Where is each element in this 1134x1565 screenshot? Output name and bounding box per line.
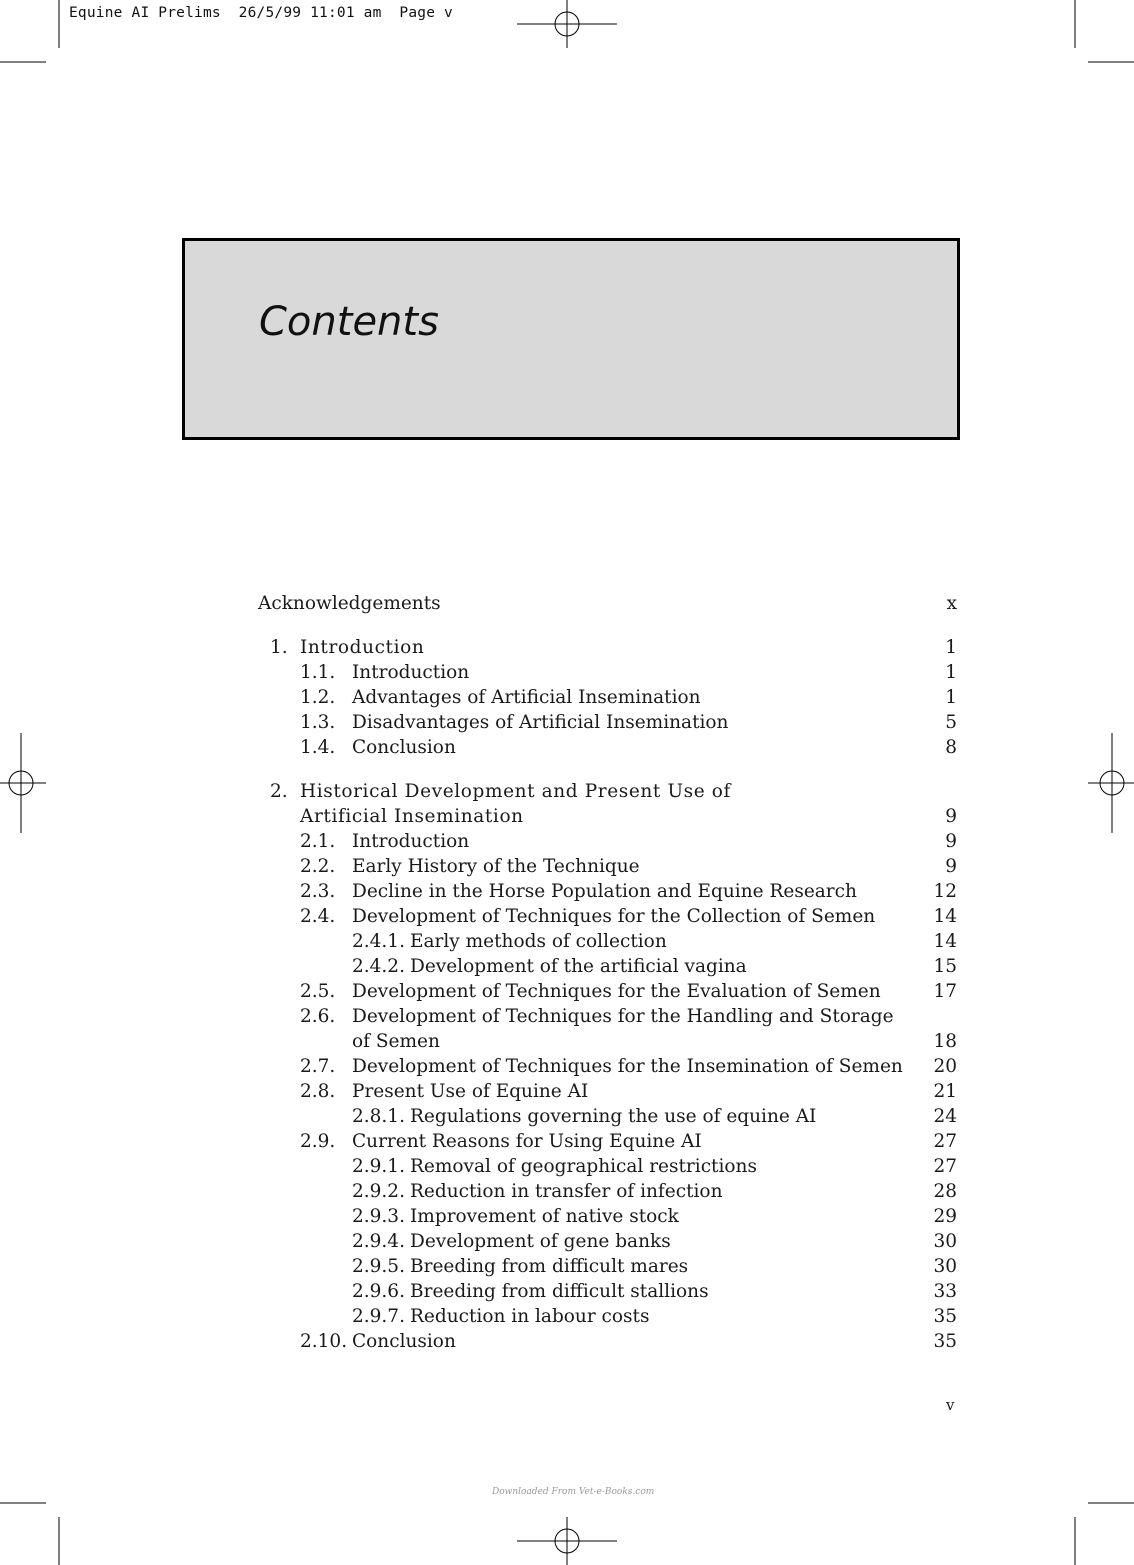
subsection-number: 2.4.1. (352, 931, 405, 952)
toc-page-number: 14 (933, 906, 957, 927)
toc-subsection[interactable]: Breeding from difficult mares (410, 1256, 689, 1277)
toc-page-number: 12 (933, 881, 957, 902)
subsection-number: 2.8.1. (352, 1106, 405, 1127)
toc-page-number: 35 (933, 1306, 957, 1327)
subsection-number: 2.4.2. (352, 956, 405, 977)
section-number: 2.1. (300, 831, 336, 852)
toc-subsection[interactable]: Early methods of collection (410, 931, 667, 952)
subsection-number: 2.9.7. (352, 1306, 405, 1327)
subsection-number: 2.9.3. (352, 1206, 405, 1227)
printer-slug: Equine AI Prelims 26/5/99 11:01 am Page v (69, 5, 453, 21)
watermark: Downloaded From Vet-e-Books.com (492, 1487, 655, 1497)
toc-section[interactable]: Development of Techniques for the Collection of Semen (352, 906, 876, 927)
section-number: 1.4. (300, 737, 336, 758)
subsection-number: 2.9.5. (352, 1256, 405, 1277)
toc-section[interactable]: Development of Techniques for the Insemination of Semen (352, 1056, 903, 1077)
toc-page-number: 8 (945, 737, 957, 758)
section-number: 2.9. (300, 1131, 336, 1152)
toc-subsection[interactable]: Development of gene banks (410, 1231, 671, 1252)
contents-title-box (182, 238, 960, 440)
toc-section-cont[interactable]: of Semen (352, 1031, 440, 1052)
toc-section[interactable]: Decline in the Horse Population and Equine Research (352, 881, 857, 902)
page-title: Contents (259, 299, 439, 345)
subsection-number: 2.9.2. (352, 1181, 405, 1202)
toc-section[interactable]: Early History of the Technique (352, 856, 640, 877)
toc-subsection[interactable]: Regulations governing the use of equine AI (410, 1106, 817, 1127)
subsection-number: 2.9.1. (352, 1156, 405, 1177)
toc-page-number: 24 (933, 1106, 957, 1127)
toc-section[interactable]: Present Use of Equine AI (352, 1081, 589, 1102)
section-number: 1.3. (300, 712, 336, 733)
toc-section[interactable]: Disadvantages of Artificial Insemination (352, 712, 729, 733)
toc-chapter-2-cont[interactable]: Artificial Insemination (300, 806, 524, 827)
toc-page-number: 27 (933, 1131, 957, 1152)
toc-section[interactable]: Conclusion (352, 1331, 456, 1352)
toc-page-number: 1 (945, 662, 957, 683)
toc-page-number: 21 (933, 1081, 957, 1102)
toc-page-number: 17 (933, 981, 957, 1002)
toc-acknowledgements[interactable]: Acknowledgements (258, 593, 441, 614)
toc-page-number: 1 (945, 687, 957, 708)
toc-subsection[interactable]: Reduction in transfer of infection (410, 1181, 723, 1202)
section-number: 2.2. (300, 856, 336, 877)
section-number: 2.10. (300, 1331, 348, 1352)
toc-section[interactable]: Development of Techniques for the Handling and Storage (352, 1006, 894, 1027)
toc-subsection[interactable]: Removal of geographical restrictions (410, 1156, 757, 1177)
section-number: 2.3. (300, 881, 336, 902)
toc-page-number: 20 (933, 1056, 957, 1077)
subsection-number: 2.9.4. (352, 1231, 405, 1252)
section-number: 1.2. (300, 687, 336, 708)
toc-section[interactable]: Introduction (352, 831, 470, 852)
toc-page-number: 30 (933, 1231, 957, 1252)
toc-subsection[interactable]: Development of the artificial vagina (410, 956, 747, 977)
section-number: 2.5. (300, 981, 336, 1002)
toc-section[interactable]: Development of Techniques for the Evaluation of Semen (352, 981, 881, 1002)
page-folio: v (946, 1396, 955, 1414)
toc-page-number: 9 (945, 856, 957, 877)
toc-subsection[interactable]: Improvement of native stock (410, 1206, 679, 1227)
toc-section[interactable]: Current Reasons for Using Equine AI (352, 1131, 702, 1152)
toc-page-number: 14 (933, 931, 957, 952)
section-number: 2.6. (300, 1006, 336, 1027)
toc-section[interactable]: Introduction (352, 662, 470, 683)
toc-chapter-2[interactable]: Historical Development and Present Use of (300, 781, 731, 802)
toc-section[interactable]: Conclusion (352, 737, 456, 758)
toc-page-number: 30 (933, 1256, 957, 1277)
toc-page-number: 15 (933, 956, 957, 977)
section-number: 1.1. (300, 662, 336, 683)
toc-page-number: 29 (933, 1206, 957, 1227)
chapter-number: 2. (270, 781, 288, 802)
toc-page-number: 18 (933, 1031, 957, 1052)
section-number: 2.7. (300, 1056, 336, 1077)
toc-page-number: 27 (933, 1156, 957, 1177)
toc-page-number: 33 (933, 1281, 957, 1302)
toc-page-number: 9 (945, 806, 957, 827)
toc-page-number: x (946, 593, 957, 614)
toc-page-number: 5 (945, 712, 957, 733)
toc-section[interactable]: Advantages of Artificial Insemination (352, 687, 701, 708)
toc-subsection[interactable]: Reduction in labour costs (410, 1306, 650, 1327)
section-number: 2.8. (300, 1081, 336, 1102)
subsection-number: 2.9.6. (352, 1281, 405, 1302)
toc-page-number: 1 (945, 637, 957, 658)
section-number: 2.4. (300, 906, 336, 927)
chapter-number: 1. (270, 637, 288, 658)
toc-subsection[interactable]: Breeding from difficult stallions (410, 1281, 709, 1302)
toc-page-number: 9 (945, 831, 957, 852)
toc-chapter-1[interactable]: Introduction (300, 637, 425, 658)
toc-page-number: 35 (933, 1331, 957, 1352)
toc-page-number: 28 (933, 1181, 957, 1202)
